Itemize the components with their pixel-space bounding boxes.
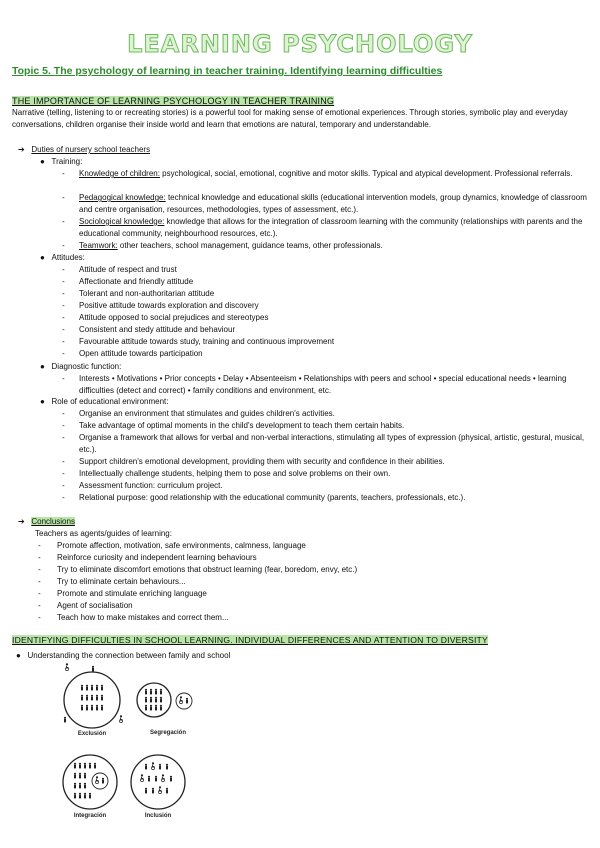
dash-marker: - — [62, 289, 65, 298]
conclusions-heading: ➔ Conclusions — [18, 517, 75, 526]
attitude-item: Attitude of respect and trust — [79, 265, 177, 274]
dash-marker: - — [62, 169, 65, 178]
dash-marker: - — [62, 277, 65, 286]
role-item: Support children's emotional development, providing them with security and confidence in their abilities. — [79, 457, 445, 466]
dash-marker: - — [38, 613, 41, 622]
role-item: Relational purpose: good relationship with the educational community (parents, teachers, professionals, etc.). — [79, 493, 466, 502]
role-item: Assessment function: curriculum project. — [79, 481, 223, 490]
attitude-item: Consistent and stedy attitude and behaviour — [79, 325, 236, 334]
dash-marker: - — [62, 217, 65, 226]
dash-marker: - — [62, 374, 65, 383]
attitude-item: Attitude opposed to social prejudices and stereotypes — [79, 313, 269, 322]
family-school-bullet: ● Understanding the connection between family and school — [16, 651, 231, 660]
dash-marker: - — [62, 433, 65, 442]
dash-marker: - — [62, 337, 65, 346]
bullet-icon: ● — [40, 397, 45, 406]
dash-marker: - — [62, 481, 65, 490]
diagram-label: Inclusión — [144, 813, 172, 819]
diagnostic-text: Interests • Motivations • Prior concepts • Delay • Absenteeism • Relationships with peers and school • special educational needs • learning difficulties (detect and correct) • family conditions and environment, etc. — [79, 374, 567, 395]
training-label: ● Training: — [40, 157, 83, 166]
bullet-icon: ● — [40, 157, 45, 166]
diagram-label: Integración — [73, 813, 107, 819]
bullet-icon: ● — [16, 651, 21, 660]
conclusion-item: Teach how to make mistakes and correct them... — [57, 613, 229, 622]
inclusion-diagram — [131, 755, 185, 819]
dash-marker: - — [62, 349, 65, 358]
dash-marker: - — [62, 301, 65, 310]
integration-diagram — [63, 755, 117, 819]
dash-marker: - — [62, 457, 65, 466]
conclusion-item: Promote affection, motivation, safe environments, calmness, language — [57, 541, 306, 550]
inclusion-diagrams — [50, 662, 220, 848]
attitude-item: Open attitude towards participation — [79, 349, 203, 358]
dash-marker: - — [62, 421, 65, 430]
bullet-icon: ● — [40, 362, 45, 371]
training-item-teamwork: Teamwork: other teachers, school management, guidance teams, other professionals. — [79, 241, 383, 250]
dash-marker: - — [38, 577, 41, 586]
dash-marker: - — [62, 265, 65, 274]
role-item: Intellectually challenge students, helping them to pose and solve problems on their own. — [79, 469, 391, 478]
attitude-item: Affectionate and friendly attitude — [79, 277, 194, 286]
dash-marker: - — [38, 601, 41, 610]
duties-heading: ➔ Duties of nursery school teachers — [18, 145, 151, 154]
training-item-children: Knowledge of children: psychological, social, emotional, cognitive and motor skills. Typical and atypical development. Professional referrals. — [79, 169, 573, 178]
conclusion-item: Try to eliminate discomfort emotions that obstruct learning (fear, boredom, envy, etc.) — [57, 565, 358, 574]
role-item: Organise an environment that stimulates and guides children's activities. — [79, 409, 335, 418]
dash-marker: - — [62, 193, 65, 202]
bullet-icon: ● — [40, 253, 45, 262]
dash-marker: - — [38, 589, 41, 598]
arrow-icon: ➔ — [18, 145, 25, 154]
segregation-diagram — [137, 683, 192, 736]
role-item: Organise a framework that allows for verbal and non-verbal interactions, stimulating all types of expression (physical, artistic, gestural, musical, etc.). — [79, 433, 585, 454]
section-heading-importance: THE IMPORTANCE OF LEARNING PSYCHOLOGY IN TEACHER TRAINING — [12, 96, 335, 106]
dash-marker: - — [62, 493, 65, 502]
role-item: Take advantage of optimal moments in the child's development to teach them certain habits. — [79, 421, 405, 430]
conclusion-item: Promote and stimulate enriching language — [57, 589, 207, 598]
attitude-item: Favourable attitude towards study, training and continuous improvement — [79, 337, 335, 346]
diagram-label: Segregación — [149, 730, 187, 736]
dash-marker: - — [62, 241, 65, 250]
attitudes-label: ● Attitudes: — [40, 253, 85, 262]
conclusions-intro: Teachers as agents/guides of learning: — [35, 529, 172, 538]
training-item-pedagogical: Pedagogical knowledge: technical knowledge and educational skills (educational intervention models, group dynamics, knowledge of classroom and centre organisation, resources, methodologies, types of assessment, etc.). — [79, 193, 587, 214]
dash-marker: - — [38, 541, 41, 550]
dash-marker: - — [62, 313, 65, 322]
topic-heading: Topic 5. The psychology of learning in teacher training. Identifying learning difficulties — [12, 65, 443, 77]
diagram-label: Exclusión — [77, 731, 107, 737]
section-heading-difficulties: IDENTIFYING DIFFICULTIES IN SCHOOL LEARNING. INDIVIDUAL DIFFERENCES AND ATTENTION TO DIVERSITY — [12, 635, 488, 645]
conclusion-item: Reinforce curiosity and independent learning behaviours — [57, 553, 257, 562]
dash-marker: - — [38, 553, 41, 562]
dash-marker: - — [62, 325, 65, 334]
training-item-sociological: Sociological knowledge: knowledge that allows for the integration of classroom learning with the community (relationships with parents and the educational community, neighbourhood resources, etc.). — [79, 217, 583, 238]
page-title: LEARNING PSYCHOLOGY — [127, 30, 473, 58]
conclusion-item: Agent of socialisation — [57, 601, 133, 610]
attitude-item: Tolerant and non-authoritarian attitude — [79, 289, 215, 298]
conclusion-item: Try to eliminate certain behaviours... — [57, 577, 186, 586]
attitude-item: Positive attitude towards exploration and discovery — [79, 301, 259, 310]
diagnostic-label: ● Diagnostic function: — [40, 362, 122, 371]
intro-paragraph: Narrative (telling, listening to or recreating stories) is a powerful tool for making sense of emotional experiences. Through stories, symbolic play and everyday conversations, children organise their inside world and learn that emotions are natural, temporary and understandable. — [12, 108, 568, 129]
role-label: ● Role of educational environment: — [40, 397, 169, 406]
dash-marker: - — [62, 409, 65, 418]
exclusion-diagram — [64, 663, 123, 737]
dash-marker: - — [38, 565, 41, 574]
dash-marker: - — [62, 469, 65, 478]
arrow-icon: ➔ — [18, 517, 25, 526]
